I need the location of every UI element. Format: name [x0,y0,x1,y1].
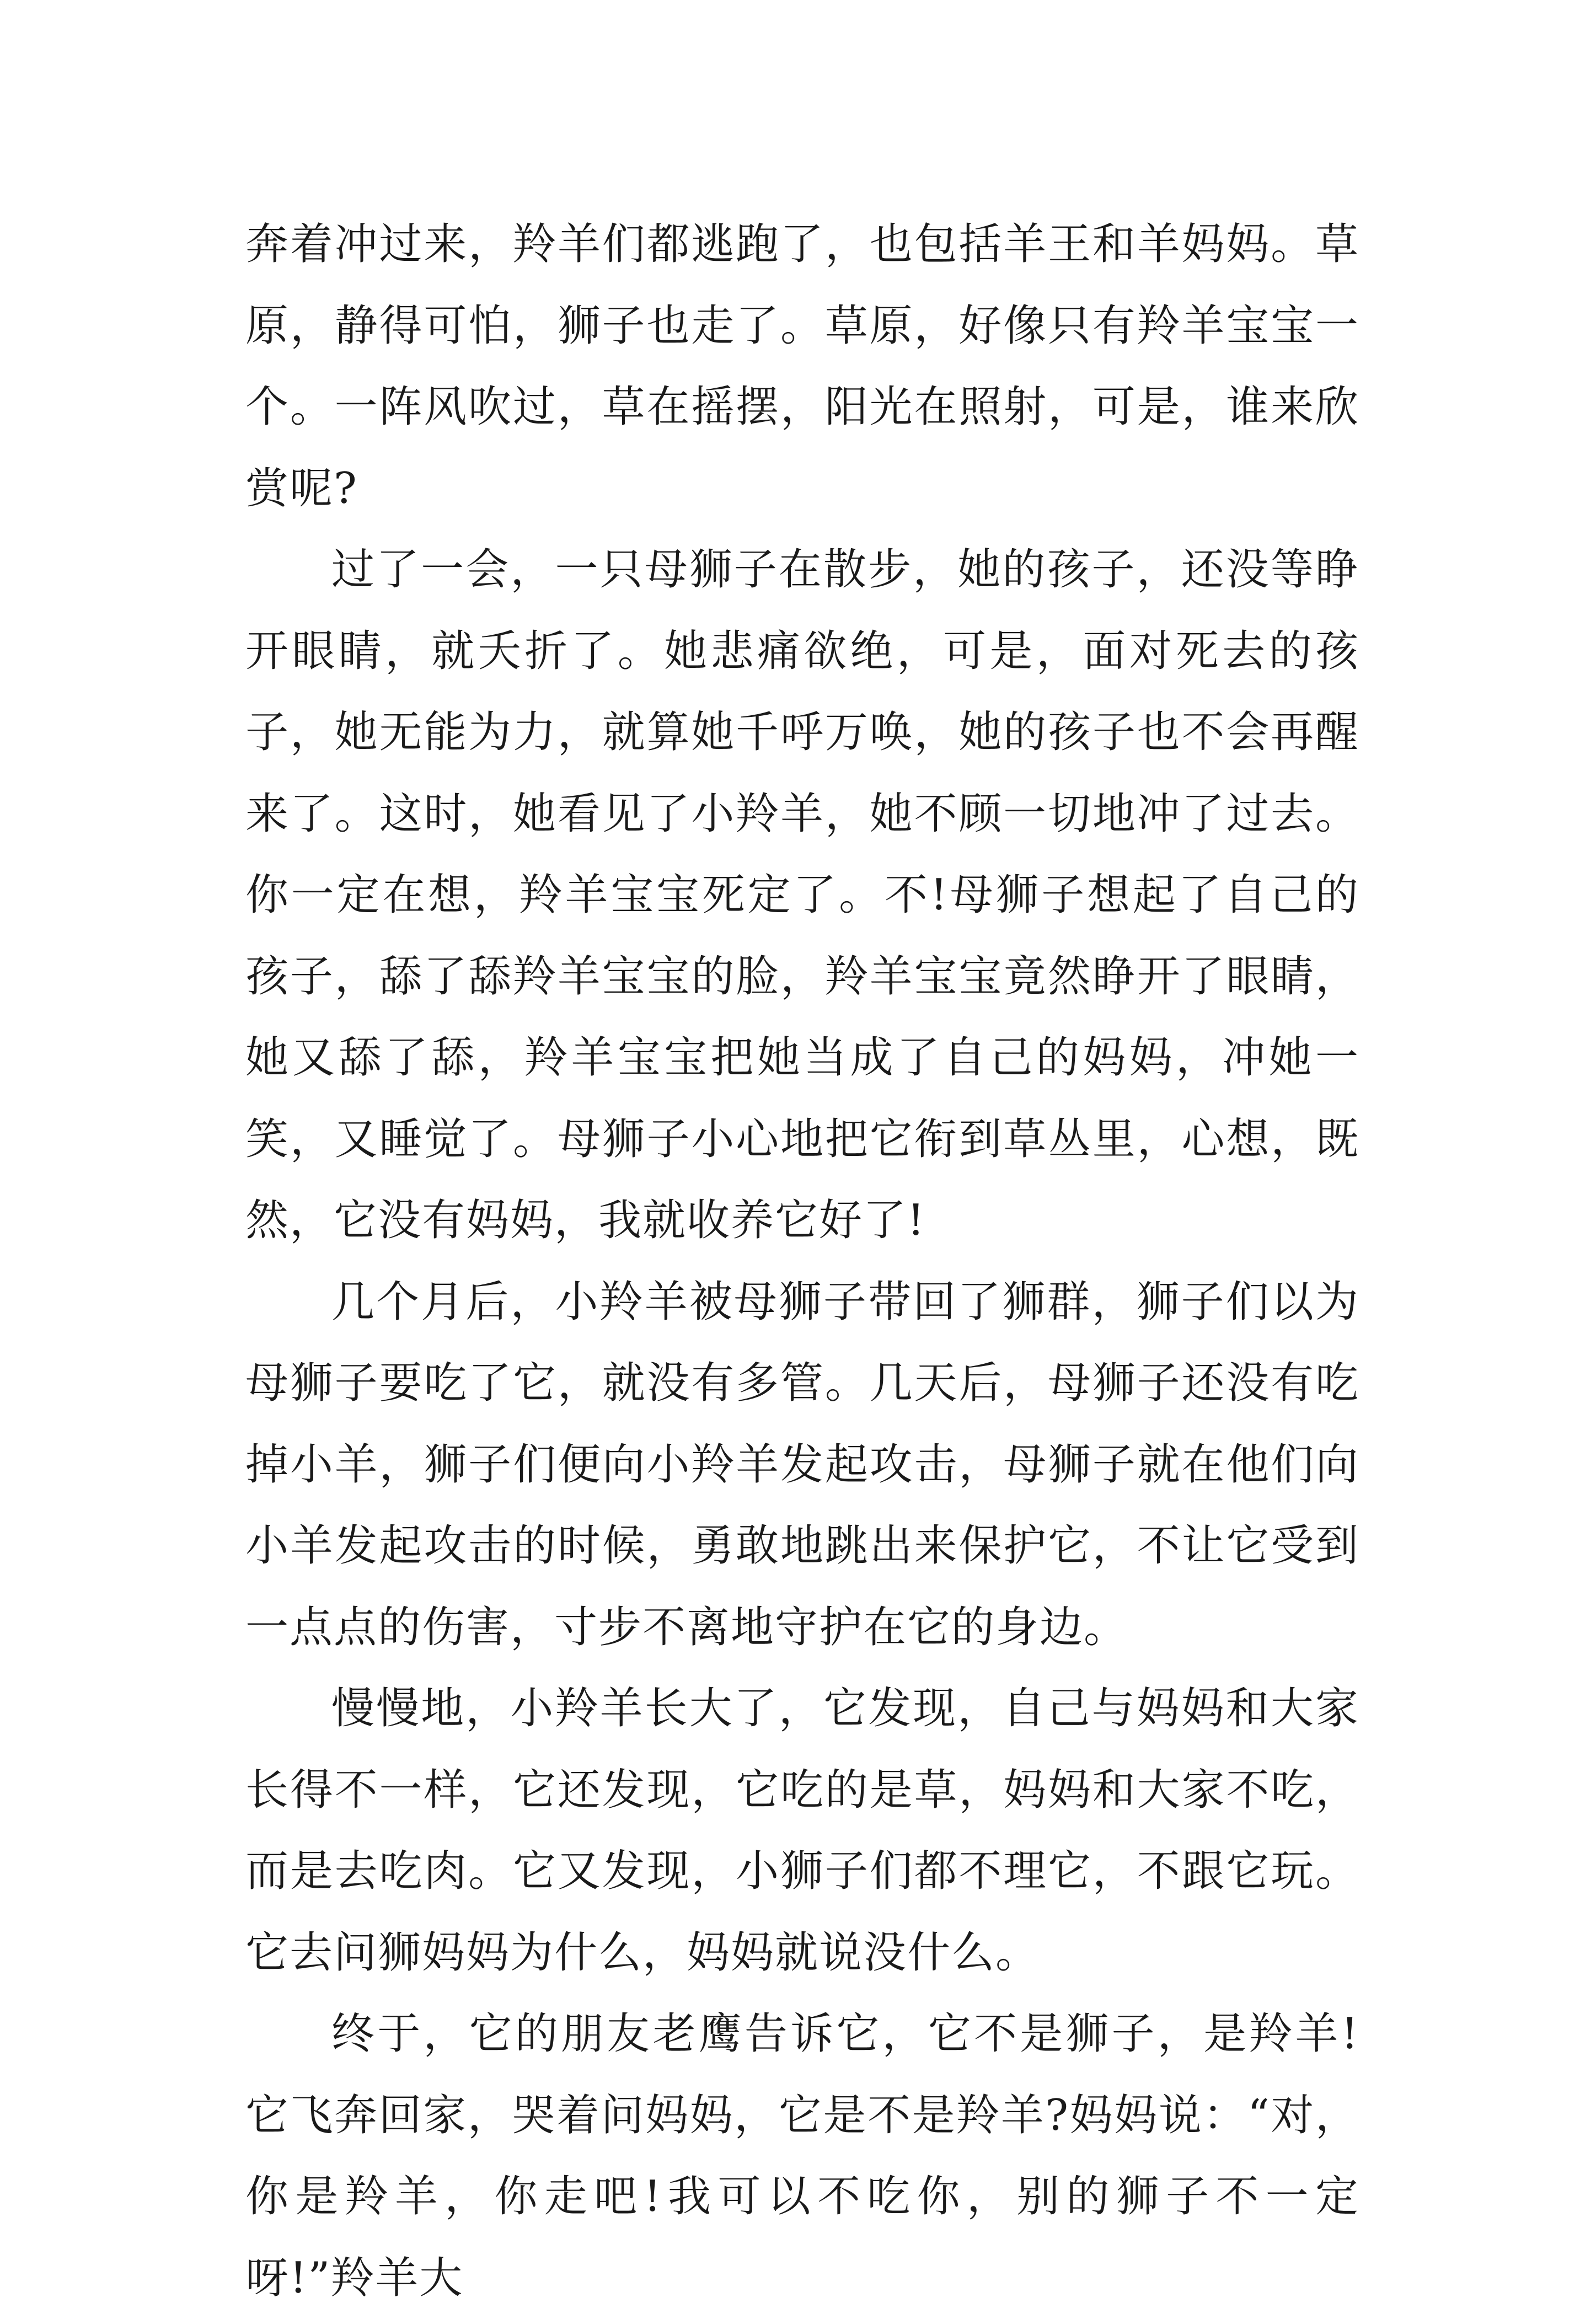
paragraph-4: 慢慢地，小羚羊长大了，它发现，自己与妈妈和大家长得不一样，它还发现，它吃的是草，妈妈和大家不吃，而是去吃肉。它又发现，小狮子们都不理它，不跟它玩。它去问狮妈妈为什么，妈妈就说没什么。 [245,1684,1359,1978]
paragraph-2: 过了一会，一只母狮子在散步，她的孩子，还没等睁开眼睛，就夭折了。她悲痛欲绝，可是，面对死去的孩子，她无能为力，就算她千呼万唤，她的孩子也不会再醒来了。这时，她看见了小羚羊，她不顾一切地冲了过去。你一定在想，羚羊宝宝死定了。不!母狮子想起了自己的孩子，舔了舔羚羊宝宝的脸，羚羊宝宝竟然睁开了眼睛，她又舔了舔，羚羊宝宝把她当成了自己的妈妈，冲她一笑，又睡觉了。母狮子小心地把它衔到草丛里，心想，既然，它没有妈妈，我就收养它好了! [245,545,1359,1245]
paragraph-5: 终于，它的朋友老鹰告诉它，它不是狮子，是羚羊!它飞奔回家，哭着问妈妈，它是不是羚羊?妈妈说：“对，你是羚羊，你走吧!我可以不吃你，别的狮子不一定呀!”羚羊大 [245,2009,1359,2303]
paragraph-3: 几个月后，小羚羊被母狮子带回了狮群，狮子们以为母狮子要吃了它，就没有多管。几天后，母狮子还没有吃掉小羊，狮子们便向小羚羊发起攻击，母狮子就在他们向小羊发起攻击的时候，勇敢地跳出来保护它，不让它受到一点点的伤害，寸步不离地守护在它的身边。 [245,1277,1359,1652]
paragraph-1: 奔着冲过来，羚羊们都逃跑了，也包括羊王和羊妈妈。草原，静得可怕，狮子也走了。草原，好像只有羚羊宝宝一个。一阵风吹过，草在摇摆，阳光在照射，可是，谁来欣赏呢? [245,219,1359,513]
body-text [245,204,1359,2319]
